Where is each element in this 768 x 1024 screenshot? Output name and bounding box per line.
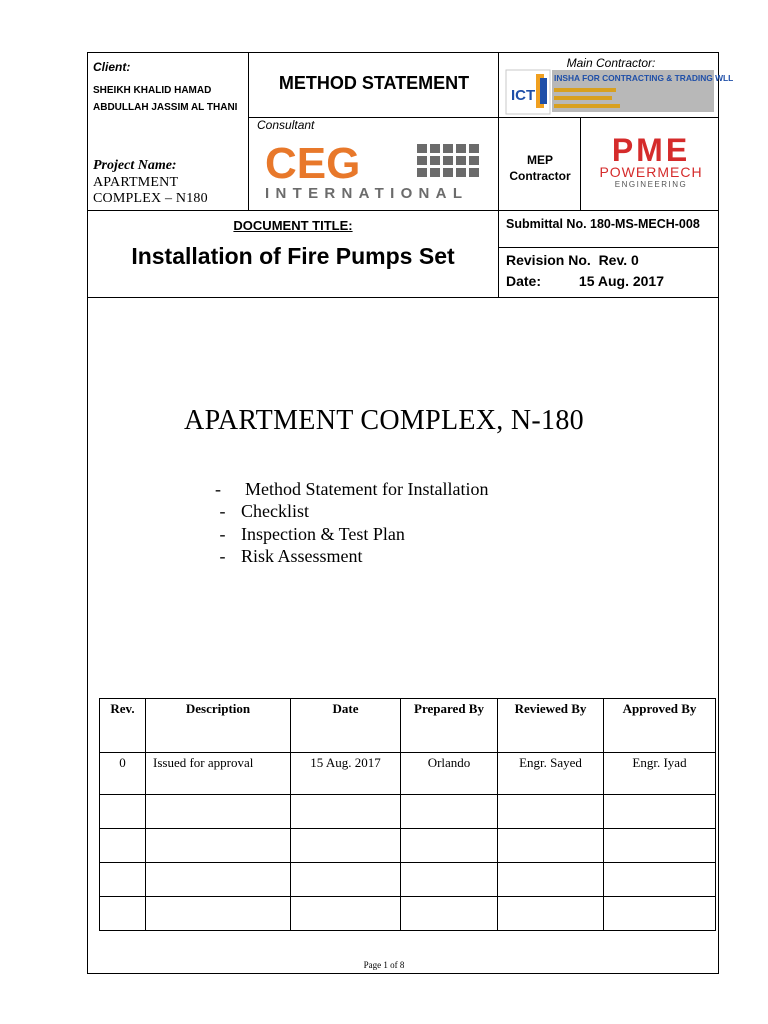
date-row [506, 273, 664, 289]
divider [249, 117, 719, 118]
table-cell: Orlando [401, 753, 498, 795]
list-item: - Checklist [215, 501, 309, 522]
main-heading: APARTMENT COMPLEX, N-180 [184, 405, 584, 436]
main-contractor-label: Main Contractor: [566, 56, 656, 70]
table-cell: 0 [100, 753, 146, 795]
table-row [100, 829, 716, 863]
ceg-grid-mark [417, 144, 479, 177]
divider [580, 117, 581, 210]
revision-table [99, 698, 716, 931]
project-label: Project Name: [93, 158, 177, 173]
column-header: Date [291, 699, 401, 753]
mep-contractor-label [501, 152, 579, 184]
consultant-label: Consultant [257, 118, 315, 132]
list-item: - Risk Assessment [215, 545, 363, 566]
pme-logo-name: POWERMECH [599, 164, 703, 180]
project-name: APARTMENT COMPLEX – N180 [93, 175, 208, 206]
ceg-logo-text: CEG [265, 139, 361, 188]
document-title: Installation of Fire Pumps Set [131, 243, 455, 269]
list-item: - Inspection & Test Plan [215, 523, 405, 544]
revision-number: Revision No. Rev. 0 [506, 252, 639, 268]
submittal-number: Submittal No. 180-MS-MECH-008 [506, 217, 700, 231]
mep-label-line2: Contractor [509, 169, 571, 183]
divider [87, 210, 719, 211]
column-header: Approved By [604, 699, 716, 753]
table-row [100, 753, 716, 795]
column-header: Rev. [100, 699, 146, 753]
client-label: Client: [93, 60, 131, 74]
table-row [100, 863, 716, 897]
document-type-title: METHOD STATEMENT [278, 73, 470, 93]
main-contractor-name: INSHA FOR CONTRACTING & TRADING WLL [554, 73, 734, 83]
table-row [100, 897, 716, 931]
ict-logo-text: ICT [511, 87, 536, 104]
powermech-logo [590, 133, 712, 193]
list-item-text: Inspection & Test Plan [241, 523, 405, 544]
mep-label-line1: MEP [526, 153, 553, 167]
page-number: Page 1 of 8 [363, 960, 405, 970]
document-title-label: DOCUMENT TITLE: [233, 218, 353, 233]
date-label: Date: [506, 273, 542, 289]
list-item-text: Method Statement for Installation [245, 479, 489, 499]
table-cell: 15 Aug. 2017 [291, 753, 401, 795]
list-item: - Method Statement for Installation [215, 479, 489, 499]
ceg-logo-subtext: INTERNATIONAL [265, 185, 469, 202]
list-item-text: Checklist [241, 501, 309, 522]
ceg-international-logo [262, 140, 484, 204]
date-value: 15 Aug. 2017 [578, 273, 664, 289]
contents-list [215, 479, 488, 568]
list-item-text: Risk Assessment [241, 545, 363, 566]
column-header: Prepared By [401, 699, 498, 753]
column-header: Reviewed By [498, 699, 604, 753]
main-contractor-logo [506, 68, 734, 116]
table-cell: Engr. Iyad [604, 753, 716, 795]
table-header-row [100, 699, 716, 753]
client-name: SHEIKH KHALID HAMAD ABDULLAH JASSIM AL THANI [93, 85, 238, 113]
table-cell: Engr. Sayed [498, 753, 604, 795]
table-cell: Issued for approval [146, 753, 291, 795]
table-row [100, 795, 716, 829]
pme-logo-subtext: ENGINEERING [614, 180, 688, 189]
pme-logo-mark: PME [611, 132, 691, 168]
column-header: Description [146, 699, 291, 753]
divider [87, 297, 719, 298]
divider [498, 247, 719, 248]
